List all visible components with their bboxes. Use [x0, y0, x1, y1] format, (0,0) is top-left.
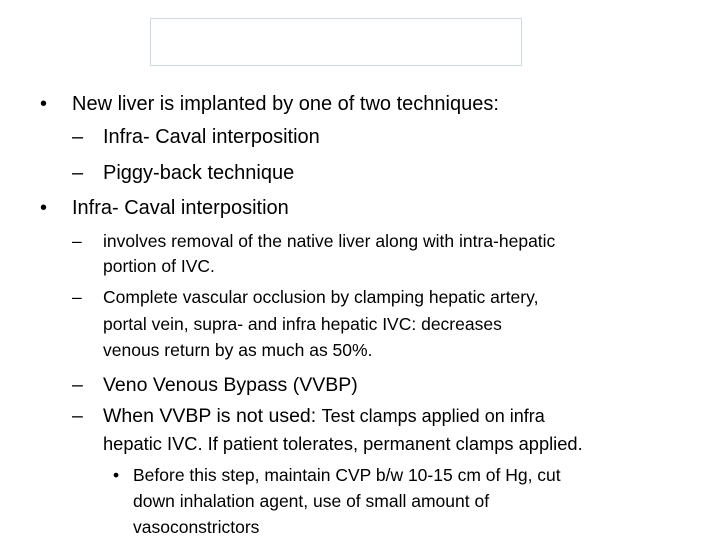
- sub-bullet-text: Piggy-back technique: [103, 162, 295, 184]
- bullet-marker: •: [40, 93, 48, 115]
- sub-sub-bullet-text: Before this step, maintain CVP b/w 10-15 cm of Hg, cut: [133, 465, 561, 485]
- sub-bullet-marker: –: [72, 405, 83, 427]
- sub-bullet-text: Veno Venous Bypass (VVBP): [103, 374, 358, 396]
- sub-bullet-text-continued: hepatic IVC. If patient tolerates, permanent clamps applied.: [103, 433, 583, 454]
- sub-bullet-text: Infra- Caval interposition: [103, 126, 320, 148]
- sub-sub-bullet-text-continued: down inhalation agent, use of small amount of: [133, 491, 490, 511]
- bullet-marker: •: [40, 197, 48, 219]
- sub-bullet-text-continued: portal vein, supra- and infra hepatic IVC: decreases: [103, 314, 502, 334]
- bullet-text: New liver is implanted by one of two techniques:: [72, 93, 499, 115]
- sub-bullet-marker: –: [72, 162, 84, 184]
- slide-title-placeholder: [150, 18, 522, 66]
- sub-bullet-lead: When VVBP is not used:: [103, 405, 322, 427]
- sub-bullet-marker: –: [72, 374, 83, 396]
- sub-sub-bullet-text-continued: vasoconstrictors: [133, 517, 260, 537]
- sub-bullet-marker: –: [72, 287, 82, 307]
- sub-bullet-text: involves removal of the native liver along with intra-hepatic: [103, 231, 556, 251]
- bullet-text: Infra- Caval interposition: [72, 197, 289, 219]
- sub-sub-bullet-marker: •: [113, 465, 120, 485]
- sub-bullet-marker: –: [72, 126, 84, 148]
- sub-bullet-rest: Test clamps applied on infra: [321, 406, 545, 426]
- sub-bullet-text: Complete vascular occlusion by clamping hepatic artery,: [103, 287, 539, 307]
- sub-bullet-marker: –: [72, 231, 82, 251]
- sub-bullet-text-continued: venous return by as much as 50%.: [103, 340, 373, 360]
- sub-bullet-text: [103, 407, 545, 427]
- sub-bullet-text-continued: portion of IVC.: [103, 256, 215, 276]
